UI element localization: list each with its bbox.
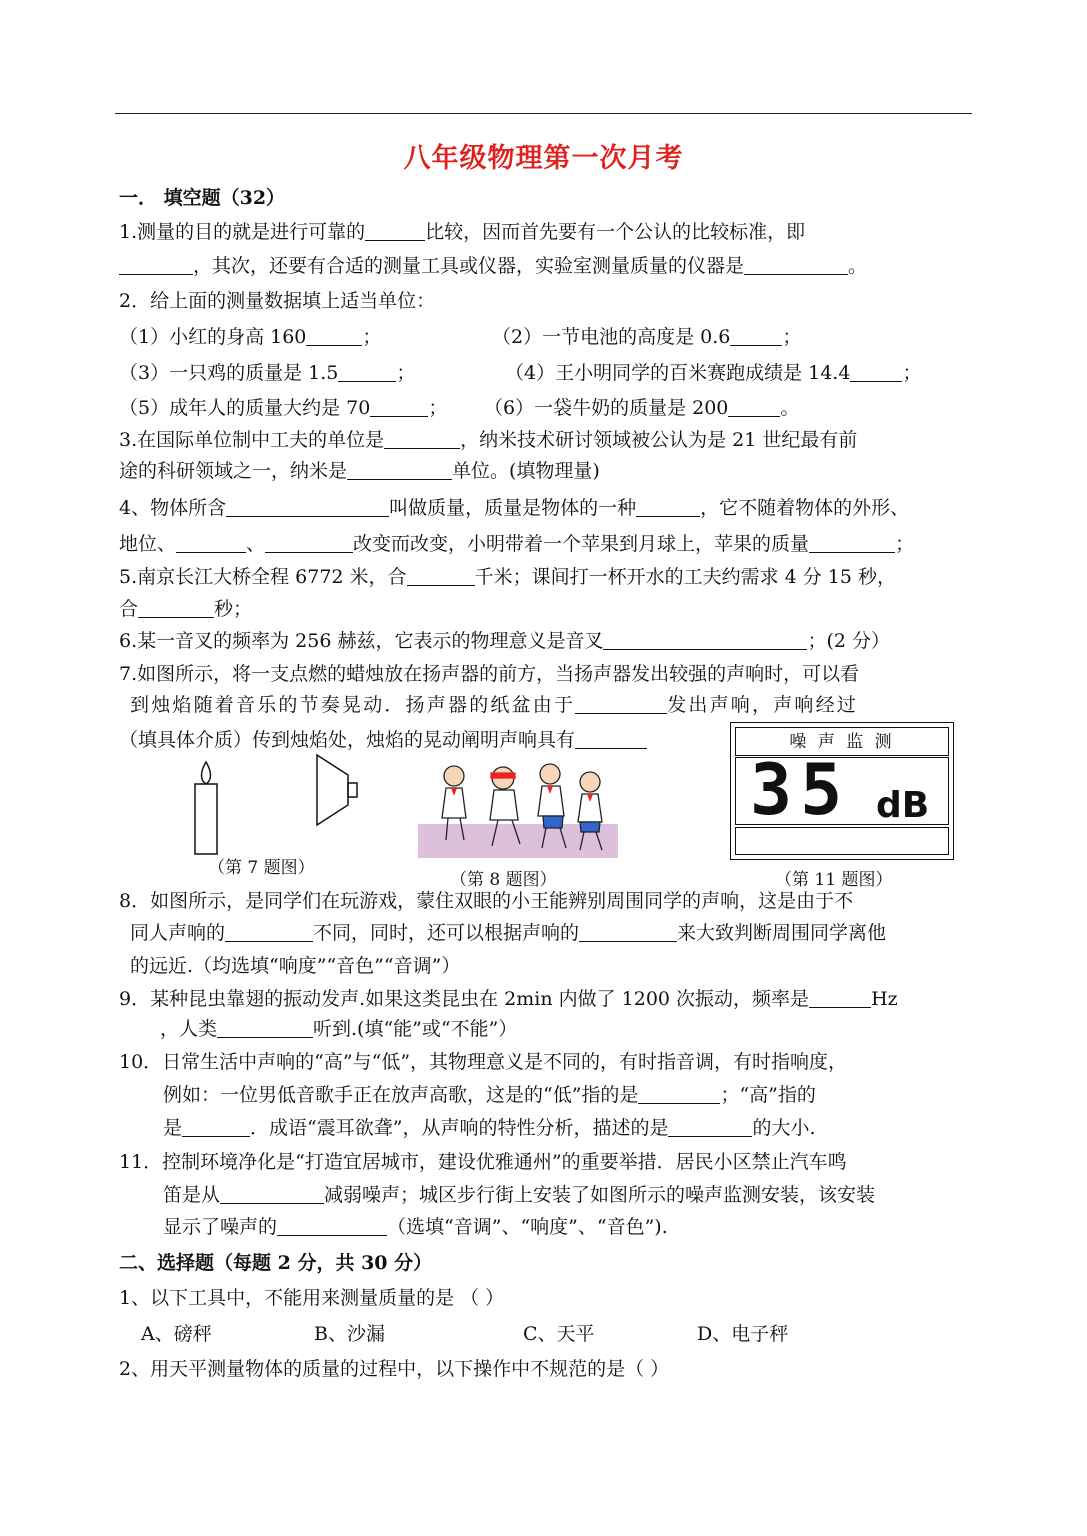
question-2-item-1: （1）小红的身高 160 ； bbox=[119, 326, 382, 348]
blank bbox=[347, 459, 452, 480]
blank bbox=[306, 325, 362, 346]
question-10-line-3: 是 ．成语“震耳欲聋”，从声响的特性分析，描述的是 的大小. bbox=[163, 1117, 816, 1139]
question-1-line-2: ，其次，还要有合适的测量工具或仪器，实验室测量质量的仪器是 。 bbox=[119, 253, 867, 279]
question-10-line-2: 例如：一位男低音歌手正在放声高歌，这是的“低”指的是 ；“高”指的 bbox=[163, 1084, 816, 1106]
choice-1-option-b: B、沙漏 bbox=[314, 1323, 385, 1345]
question-5-line-1: 5.南京长江大桥全程 6772 米，合 千米；课间打一杯开水的工夫约需求 4 分 15 秒， bbox=[119, 566, 896, 588]
blank bbox=[728, 396, 780, 417]
question-2-item-2: （2）一节电池的高度是 0.6 ； bbox=[492, 326, 802, 348]
speaker-icon bbox=[317, 755, 348, 825]
choice-question-1: 1、以下工具中，不能用来测量质量的是 （ ） bbox=[119, 1287, 505, 1309]
blank bbox=[370, 396, 428, 417]
figure-7-caption: （第 7 题图） bbox=[208, 858, 315, 878]
question-7-line-3: （填具体介质）传到烛焰处，烛焰的晃动阐明声响具有 bbox=[119, 727, 647, 753]
question-2-item-6: （6）一袋牛奶的质量是 200 。 bbox=[484, 397, 800, 419]
question-8-line-1: 8．如图所示，是同学们在玩游戏，蒙住双眼的小王能辨别周围同学的声响，这是由于不 bbox=[119, 890, 854, 912]
question-4-line-2: 地位、 、 改变而改变，小明带着一个苹果到月球上，苹果的质量 ； bbox=[119, 533, 915, 555]
question-2-item-4: （4）王小明同学的百米赛跑成绩是 14.4 ； bbox=[505, 362, 922, 384]
blank bbox=[850, 361, 902, 382]
blank bbox=[176, 532, 246, 553]
question-3-line-1: 3.在国际单位制中工夫的单位是 ，纳米技术研讨领域被公认为是 21 世纪最有前 bbox=[119, 429, 858, 451]
blank bbox=[575, 693, 667, 714]
noise-monitor-display bbox=[735, 749, 949, 831]
choice-1-option-c: C、天平 bbox=[523, 1323, 595, 1345]
noise-monitor-figure bbox=[730, 722, 954, 860]
blank bbox=[265, 532, 353, 553]
noise-monitor-footer bbox=[735, 827, 949, 855]
blank bbox=[220, 1183, 324, 1204]
question-10-line-1: 10．日常生活中声响的“高”与“低”，其物理意义是不同的，有时指音调，有时指响度， bbox=[119, 1051, 848, 1073]
question-8-line-2: 同人声响的 不同，同时，还可以根据声响的 来大致判断周围同学离他 bbox=[130, 922, 887, 944]
choice-question-2: 2、用天平测量物体的质量的过程中，以下操作中不规范的是（ ） bbox=[119, 1358, 670, 1380]
header-rule bbox=[115, 113, 972, 114]
candle-speaker-figure bbox=[180, 750, 370, 860]
flame-icon bbox=[202, 762, 211, 784]
question-9-line-2: ，人类 听到.(填“能”或“不能”） bbox=[160, 1018, 518, 1040]
blank bbox=[575, 728, 647, 749]
question-7-line-2: 到烛焰随着音乐的节奏晃动．扬声器的纸盆由于 发出声响，声响经过 bbox=[130, 694, 859, 716]
question-8-line-3: 的远近.（均选填“响度”“音色”“音调”） bbox=[130, 955, 461, 977]
blank bbox=[809, 532, 895, 553]
blank bbox=[744, 254, 848, 275]
question-11-line-1: 11．控制环境净化是“打造宜居城市，建设优雅通州”的重要举措．居民小区禁止汽车鸣 bbox=[119, 1151, 847, 1173]
blank bbox=[407, 565, 475, 586]
blank bbox=[730, 325, 782, 346]
blank bbox=[384, 428, 460, 449]
question-4-line-1: 4、物体所含 叫做质量，质量是物体的一种 ，它不随着物体的外形、 bbox=[119, 497, 910, 519]
question-2: 2．给上面的测量数据填上适当单位： bbox=[119, 290, 436, 312]
figure-11-caption: （第 11 题图） bbox=[775, 870, 893, 890]
noise-unit: dB bbox=[876, 785, 930, 826]
choice-1-option-a: A、磅秤 bbox=[141, 1323, 212, 1345]
question-3-line-2: 途的科研领域之一，纳米是 单位。(填物理量) bbox=[119, 460, 600, 482]
blank bbox=[138, 597, 214, 618]
candle-icon bbox=[195, 784, 217, 854]
blank bbox=[277, 1215, 387, 1236]
section-1-heading: 一． 填空题（32） bbox=[119, 187, 286, 209]
question-11-line-2: 笛是从 减弱噪声；城区步行街上安装了如图所示的噪声监测安装，该安装 bbox=[163, 1184, 876, 1206]
blank bbox=[119, 254, 193, 275]
blank bbox=[636, 496, 700, 517]
figure-8-caption: （第 8 题图） bbox=[450, 870, 557, 890]
children-game-figure bbox=[418, 758, 618, 858]
blank bbox=[579, 921, 677, 942]
question-9-line-1: 9．某种昆虫靠翅的振动发声.如果这类昆虫在 2min 内做了 1200 次振动，频率是 Hz bbox=[119, 988, 898, 1010]
blank bbox=[217, 1017, 313, 1038]
question-7-line-1: 7.如图所示，将一支点燃的蜡烛放在扬声器的前方，当扬声器发出较强的声响时，可以看 bbox=[119, 663, 860, 685]
blank bbox=[603, 629, 807, 650]
question-2-item-3: （3）一只鸡的质量是 1.5 ； bbox=[119, 362, 416, 384]
blank bbox=[225, 921, 313, 942]
choice-1-option-d: D、电子秤 bbox=[697, 1323, 789, 1345]
question-2-item-5: （5）成年人的质量大约是 70 ； bbox=[119, 397, 448, 419]
blank bbox=[226, 496, 389, 517]
blank bbox=[638, 1083, 720, 1104]
blank bbox=[668, 1116, 752, 1137]
question-6: 6.某一音叉的频率为 256 赫兹，它表示的物理意义是音叉 ；(2 分） bbox=[119, 630, 891, 652]
blank bbox=[809, 987, 871, 1008]
noise-reading: 35 bbox=[750, 749, 851, 831]
blank bbox=[182, 1116, 250, 1137]
section-2-heading: 二、选择题（每题 2 分，共 30 分） bbox=[119, 1252, 433, 1274]
blank bbox=[365, 220, 425, 241]
question-5-line-2: 合 秒； bbox=[119, 598, 253, 620]
blank bbox=[338, 361, 396, 382]
noise-monitor-label: 噪 声 监 测 bbox=[735, 727, 949, 756]
question-11-line-3: 显示了噪声的 （选填“音调”、“响度”、“音色”). bbox=[163, 1216, 668, 1238]
question-1-line-1: 1.测量的目的就是进行可靠的 比较，因而首先要有一个公认的比较标准，即 bbox=[119, 221, 806, 243]
page-title: 八年级物理第一次月考 bbox=[403, 143, 684, 174]
